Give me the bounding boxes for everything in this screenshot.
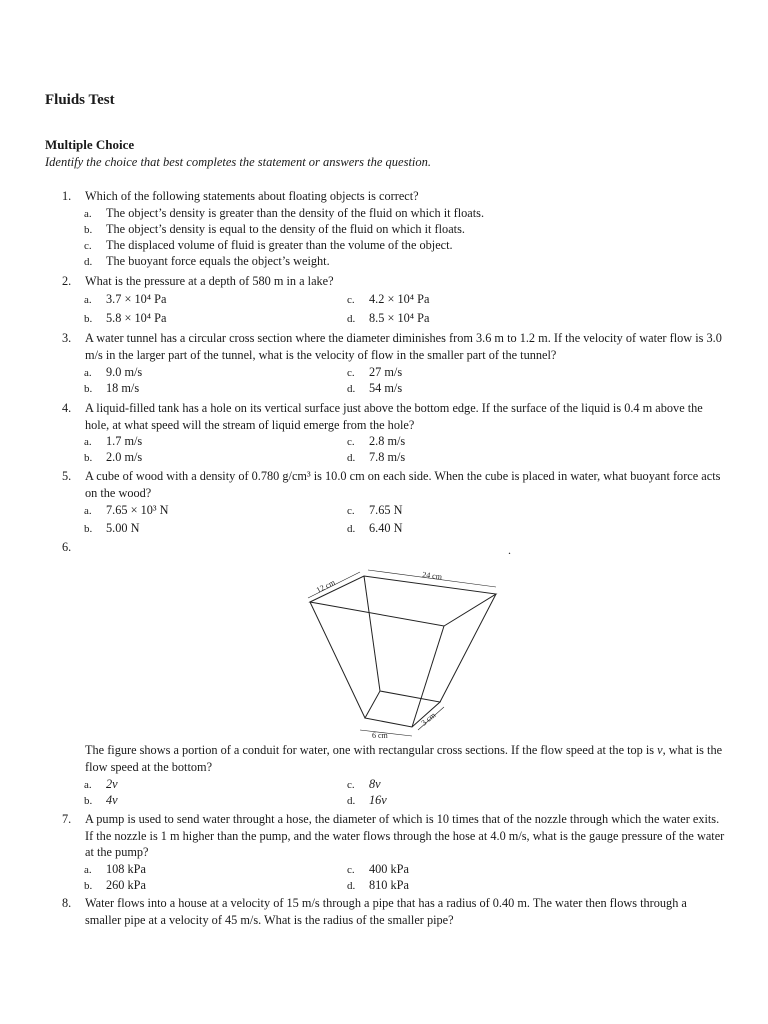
option-letter: b.: [84, 880, 93, 892]
dim-bottom-depth: 3 cm: [419, 710, 438, 728]
option-4a: [84, 433, 142, 450]
option-letter: b.: [84, 452, 93, 464]
option-7c: [347, 861, 409, 878]
option-4d: [347, 449, 405, 466]
option-1c: [84, 237, 453, 254]
option-text: 54 m/s: [369, 381, 403, 395]
option-text: 18 m/s: [106, 381, 140, 395]
option-letter: c.: [347, 294, 355, 306]
option-5a: [84, 502, 169, 519]
option-6b: [84, 792, 118, 809]
stray-mark: .: [508, 543, 511, 557]
option-4c: [347, 433, 405, 450]
option-7d: [347, 877, 409, 894]
edge-front-right: [412, 626, 444, 727]
option-text: 2v: [106, 777, 118, 791]
option-text: 4v: [106, 793, 118, 807]
option-letter: c.: [347, 505, 355, 517]
option-text: 3.7 × 10⁴ Pa: [106, 292, 167, 306]
option-text: 2.8 m/s: [369, 434, 406, 448]
option-text: 6.40 N: [369, 521, 403, 535]
option-text: The object’s density is equal to the density of the fluid on which it floats.: [106, 222, 465, 236]
option-6d: [347, 792, 387, 809]
option-letter: a.: [84, 436, 92, 448]
question-text: A pump is used to send water throught a hose, the diameter of which is 10 times that of the nozzle through which the water exits. If the nozzle is 1 m higher than the pump, and the water flows through the hose at 4.0 m/s, what is the gauge pressure of the water at the pump?: [85, 812, 725, 859]
option-text: The displaced volume of fluid is greater than the volume of the object.: [106, 238, 453, 252]
option-text: 8.5 × 10⁴ Pa: [369, 311, 430, 325]
question-number: 2.: [62, 274, 72, 288]
option-1b: [84, 221, 465, 238]
option-5c: [347, 502, 402, 519]
option-letter: c.: [84, 240, 92, 252]
option-text: 5.00 N: [106, 521, 140, 535]
option-3c: [347, 364, 402, 381]
option-text: 1.7 m/s: [106, 434, 143, 448]
option-letter: b.: [84, 383, 93, 395]
option-letter: d.: [347, 313, 356, 325]
option-1d: [84, 253, 330, 270]
option-text: 8v: [369, 777, 381, 791]
edge-back-left: [364, 576, 380, 691]
option-2c: [347, 291, 429, 308]
option-text: 7.65 × 10³ N: [106, 503, 169, 517]
edge-front-left: [310, 602, 365, 718]
option-text: 108 kPa: [106, 862, 146, 876]
question-number: 1.: [62, 189, 72, 203]
option-letter: d.: [347, 880, 356, 892]
dim-top-width: 24 cm: [421, 570, 443, 582]
option-text: 7.65 N: [369, 503, 403, 517]
option-text: The buoyant force equals the object’s weight.: [106, 254, 330, 268]
question-text: A cube of wood with a density of 0.780 g/cm³ is 10.0 cm on each side. When the cube is placed in water, what buoyant force acts on the wood?: [85, 469, 721, 500]
option-letter: a.: [84, 864, 92, 876]
option-2a: [84, 291, 166, 308]
option-letter: c.: [347, 864, 355, 876]
dim-top-depth: 12 cm: [314, 577, 337, 595]
option-letter: d.: [347, 452, 356, 464]
option-letter: c.: [347, 436, 355, 448]
option-5d: [347, 520, 402, 537]
dim-bottom-width: 6 cm: [372, 731, 388, 740]
option-text: 16v: [369, 793, 387, 807]
question-number: 8.: [62, 896, 72, 910]
option-text: 7.8 m/s: [369, 450, 406, 464]
section-title: Multiple Choice: [45, 137, 135, 152]
question-number: 4.: [62, 401, 72, 415]
option-text: 5.8 × 10⁴ Pa: [106, 311, 167, 325]
option-letter: a.: [84, 779, 92, 791]
option-letter: a.: [84, 367, 92, 379]
option-3d: [347, 380, 402, 397]
question-number: 3.: [62, 331, 72, 345]
option-letter: b.: [84, 523, 93, 535]
option-3b: [84, 380, 139, 397]
page-title: Fluids Test: [45, 92, 115, 108]
option-7b: [84, 877, 146, 894]
option-text: 400 kPa: [369, 862, 409, 876]
option-letter: a.: [84, 505, 92, 517]
option-1a: [84, 205, 484, 222]
option-text: 4.2 × 10⁴ Pa: [369, 292, 430, 306]
question-text: A water tunnel has a circular cross section where the diameter diminishes from 3.6 m to 1.2 m. If the velocity of water flow is 3.0 m/s in the larger part of the tunnel, what is the velocity of flow in the smaller part of the tunnel?: [85, 331, 722, 362]
option-letter: a.: [84, 208, 92, 220]
option-letter: b.: [84, 313, 93, 325]
option-text: 2.0 m/s: [106, 450, 143, 464]
question-text: What is the pressure at a depth of 580 m in a lake?: [85, 274, 334, 288]
edge-back-right: [440, 594, 496, 702]
instructions: Identify the choice that best completes the statement or answers the question.: [45, 155, 432, 169]
option-letter: d.: [347, 383, 356, 395]
option-letter: c.: [347, 779, 355, 791]
option-6c: [347, 776, 381, 793]
option-text: 9.0 m/s: [106, 365, 143, 379]
question-number: 6.: [62, 540, 72, 554]
option-letter: d.: [84, 256, 93, 268]
question-text: Which of the following statements about floating objects is correct?: [85, 189, 419, 203]
option-5b: [84, 520, 139, 537]
option-letter: b.: [84, 795, 93, 807]
option-4b: [84, 449, 142, 466]
option-text: 260 kPa: [106, 878, 146, 892]
option-text: The object’s density is greater than the density of the fluid on which it floats.: [106, 206, 485, 220]
option-text: 27 m/s: [369, 365, 403, 379]
question-text: Water flows into a house at a velocity of 15 m/s through a pipe that has a radius of 0.40 m. The water then flows through a smaller pipe at a velocity of 45 m/s. What is the radius of the smaller pipe?: [85, 896, 687, 927]
question-text: A liquid-filled tank has a hole on its vertical surface just above the bottom edge. If the surface of the liquid is 0.4 m above the hole, at what speed will the stream of liquid emerge from the hole?: [85, 401, 703, 432]
option-2d: [347, 310, 429, 327]
option-text: 810 kPa: [369, 878, 409, 892]
option-6a: [84, 776, 118, 793]
option-letter: d.: [347, 795, 356, 807]
option-letter: a.: [84, 294, 92, 306]
question-number: 7.: [62, 812, 72, 826]
option-letter: d.: [347, 523, 356, 535]
question-number: 5.: [62, 469, 72, 483]
option-3a: [84, 364, 142, 381]
conduit-figure: [300, 560, 510, 740]
option-letter: b.: [84, 224, 93, 236]
question-text: The figure shows a portion of a conduit for water, one with rectangular cross sections. If the flow speed at the top is v, what is the flow speed at the bottom?: [85, 743, 723, 774]
option-2b: [84, 310, 166, 327]
option-7a: [84, 861, 146, 878]
option-letter: c.: [347, 367, 355, 379]
